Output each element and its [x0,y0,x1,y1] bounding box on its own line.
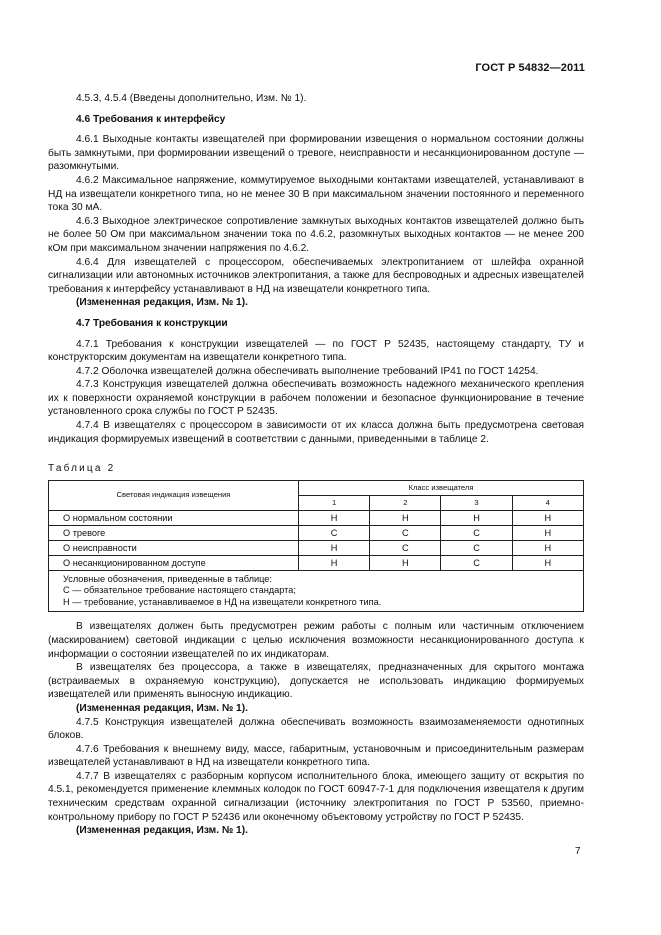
table-cell: С [441,525,512,540]
table-class-header: Класс извещателя [299,480,584,495]
table-row [49,540,584,555]
table-cell: Н [370,555,441,570]
table-note-line: Условные обозначения, приведенные в таблице: [63,573,272,584]
paragraph-4-6-4: 4.6.4 Для извещателей с процессором, обеспечиваемых электропитанием от шлейфа охранной сигнализации или автономных источников электропитания, а также для беспроводных и адресных извещателей требования к интерфейсу устанавливают в НД на извещатели конкретного типа. [48,256,584,295]
table-cell: С [441,540,512,555]
table-cell: С [370,540,441,555]
paragraph-4-7-1: 4.7.1 Требования к конструкции извещателей — по ГОСТ Р 52435, настоящему стандарту, ТУ и конструкторским документам на извещатели конкретного типа. [48,338,584,364]
paragraph-no-processor: В извещателях без процессора, а также в извещателях, предназначенных для скрытого монтажа (встраиваемых в охраняемую конструкцию), допускается не использовать индикацию формируемых извещателей или применять выносную индикацию. [48,662,584,701]
paragraph-4-6-2: 4.6.2 Максимальное напряжение, коммутируемое выходными контактами извещателей, устанавливают в НД на извещатели конкретного типа, но не менее 30 В при максимальном значении постоянного и переменного тока 30 мА. [48,174,584,214]
paragraph-masking: В извещателях должен быть предусмотрен режим работы с полным или частичным отключением (маскированием) световой индикации с целью исключения возможности несанкционированного доступа к информации о состоянии извещателей по их индикаторам. [48,621,584,660]
table-cell: Н [512,555,583,570]
page-number: 7 [575,846,581,857]
table-notes [49,570,584,612]
paragraph-4-7-7: 4.7.7 В извещателях с разборным корпусом исполнительного блока, имеющего защиту от вскрытия по 4.5.1, рекомендуется применение клеммных колодок по ГОСТ 60947-7-1 для подключения извещателя к другим техническим средствам охранной сигнализации (источнику электропитания по ГОСТ Р 53560, приемно-контрольному прибору по ГОСТ Р 52436 или оконечному объектовому устройству по ГОСТ Р 52435. [48,770,584,823]
table-class-4: 4 [512,495,583,510]
table-cell: С [441,555,512,570]
table-cell: Н [299,510,370,525]
table-class-3: 3 [441,495,512,510]
table-2 [48,480,584,613]
table-cell: Н [512,525,583,540]
table-row-label: О неисправности [49,540,299,555]
table-cell: Н [370,510,441,525]
changed-edition-note: (Измененная редакция, Изм. № 1). [76,297,248,309]
table-cell: С [370,525,441,540]
table-note-line: С — обязательное требование настоящего стандарта; [63,585,296,596]
paragraph-4-7-5: 4.7.5 Конструкция извещателей должна обеспечивать возможность взаимозаменяемости однотипных блоков. [48,716,584,742]
amendment-note-453: 4.5.3, 4.5.4 (Введены дополнительно, Изм. № 1). [76,93,307,104]
paragraph-4-7-3: 4.7.3 Конструкция извещателей должна обеспечивать возможность надежного механического крепления их к поверхности охраняемой конструкции в рабочем положении и безопасное функционирование в течение установленного срока службы по ГОСТ Р 52435. [48,379,584,418]
table-cell: Н [299,555,370,570]
table-cell: С [299,525,370,540]
paragraph-4-6-3: 4.6.3 Выходное электрическое сопротивление замкнутых выходных контактов извещателей должно быть не более 50 Ом при максимальном значении тока по 4.6.2, разомкнутых выходных контактов — не менее 200 кОм при максимальном значении напряжения по 4.6.2. [48,215,584,254]
table-caption: Таблица 2 [48,463,116,475]
table-cell: Н [299,540,370,555]
table-class-1: 1 [299,495,370,510]
table-row [49,555,584,570]
table-cell: Н [512,510,583,525]
paragraph-4-7-6: 4.7.6 Требования к внешнему виду, массе, габаритным, установочным и присоединительным размерам извещателей устанавливают в НД на извещатели конкретного типа. [48,743,584,769]
table-col-header: Световая индикация извещения [49,480,299,510]
section-title-4-7: 4.7 Требования к конструкции [76,317,228,329]
table-row-label: О несанкционированном доступе [49,555,299,570]
table-cell: Н [512,540,583,555]
paragraph-4-6-1: 4.6.1 Выходные контакты извещателей при формировании извещения о нормальном состоянии должны быть замкнутыми, при формировании извещений о тревоге, неисправности и несанкционированном доступе — разомкнутыми. [48,134,584,173]
table-class-2: 2 [370,495,441,510]
changed-edition-note: (Измененная редакция, Изм. № 1). [76,702,248,714]
table-cell: Н [441,510,512,525]
document-body [48,92,584,838]
table-row-label: О нормальном состоянии [49,510,299,525]
table-row [49,525,584,540]
document-id-header: ГОСТ Р 54832—2011 [475,62,585,74]
paragraph-4-7-4: 4.7.4 В извещателях с процессором в зависимости от их класса должна быть предусмотрена световая индикация формируемых извещений в соответствии с данными, приведенными в таблице 2. [48,420,584,445]
section-title-4-6: 4.6 Требования к интерфейсу [76,113,226,125]
paragraph-4-7-2: 4.7.2 Оболочка извещателей должна обеспечивать выполнение требований IP41 по ГОСТ 14254. [76,365,539,377]
table-row [49,510,584,525]
table-row-label: О тревоге [49,525,299,540]
changed-edition-note: (Измененная редакция, Изм. № 1). [76,825,248,837]
table-note-line: Н — требование, устанавливаемое в НД на извещатели конкретного типа. [63,596,382,607]
